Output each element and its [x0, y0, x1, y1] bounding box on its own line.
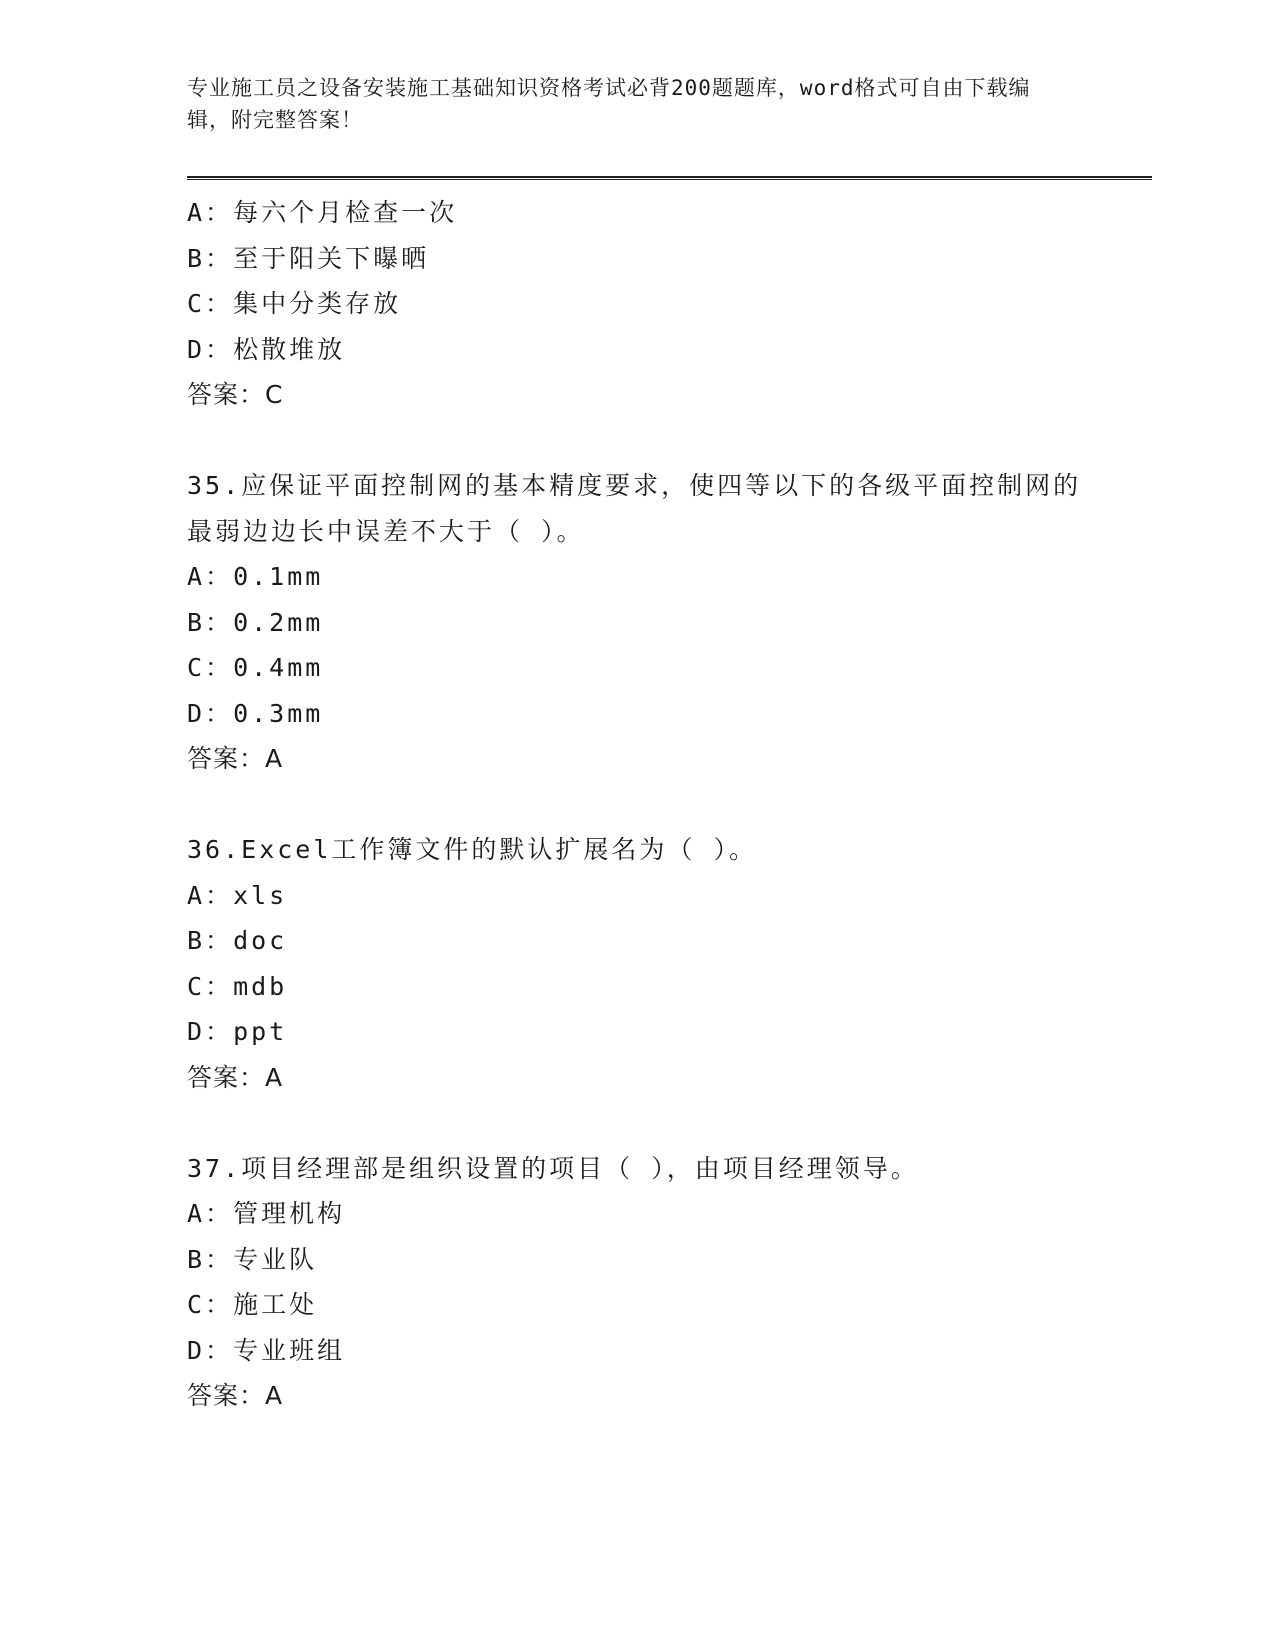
- question-stem: 37.项目经理部是组织设置的项目（ ），由项目经理领导。: [187, 1153, 919, 1183]
- question-block: [187, 827, 1087, 1100]
- answer-line: 答案：A: [187, 1062, 284, 1092]
- spacer: [187, 1100, 1087, 1146]
- option-b: B：专业队: [187, 1244, 318, 1274]
- document-header: 专业施工员之设备安装施工基础知识资格考试必背200题题库，word格式可自由下载编辑，附完整答案！: [187, 76, 1031, 132]
- question-block: [187, 1146, 1087, 1419]
- answer-line: 答案：A: [187, 744, 284, 773]
- option-d: D：ppt: [187, 1017, 288, 1046]
- question-block: [187, 463, 1087, 782]
- option-c: C：集中分类存放: [187, 289, 402, 318]
- spacer: [187, 782, 1087, 828]
- option-b: B：doc: [187, 926, 288, 955]
- question-list: [187, 190, 1087, 1419]
- option-c: C：0.4mm: [187, 653, 324, 682]
- spacer: [187, 418, 1087, 464]
- header-divider: [187, 176, 1152, 180]
- option-c: C：mdb: [187, 971, 288, 1001]
- option-d: D：0.3mm: [187, 698, 324, 728]
- option-a: A：0.1mm: [187, 562, 324, 591]
- question-stem: 35.应保证平面控制网的基本精度要求，使四等以下的各级平面控制网的最弱边边长中误差不大于（ ）。: [187, 471, 1082, 546]
- option-d: D：专业班组: [187, 1335, 346, 1365]
- option-b: B：至于阳关下曝晒: [187, 243, 430, 273]
- option-c: C：施工处: [187, 1290, 318, 1319]
- answer-line: 答案：C: [187, 380, 284, 409]
- option-a: A：管理机构: [187, 1199, 346, 1228]
- option-d: D：松散堆放: [187, 334, 346, 364]
- option-b: B：0.2mm: [187, 607, 324, 637]
- question-stem: 36.Excel工作簿文件的默认扩展名为（ ）。: [187, 835, 757, 864]
- option-a: A：xls: [187, 880, 288, 910]
- question-block: [187, 190, 1087, 418]
- answer-line: 答案：A: [187, 1381, 284, 1410]
- option-a: A：每六个月检查一次: [187, 198, 458, 227]
